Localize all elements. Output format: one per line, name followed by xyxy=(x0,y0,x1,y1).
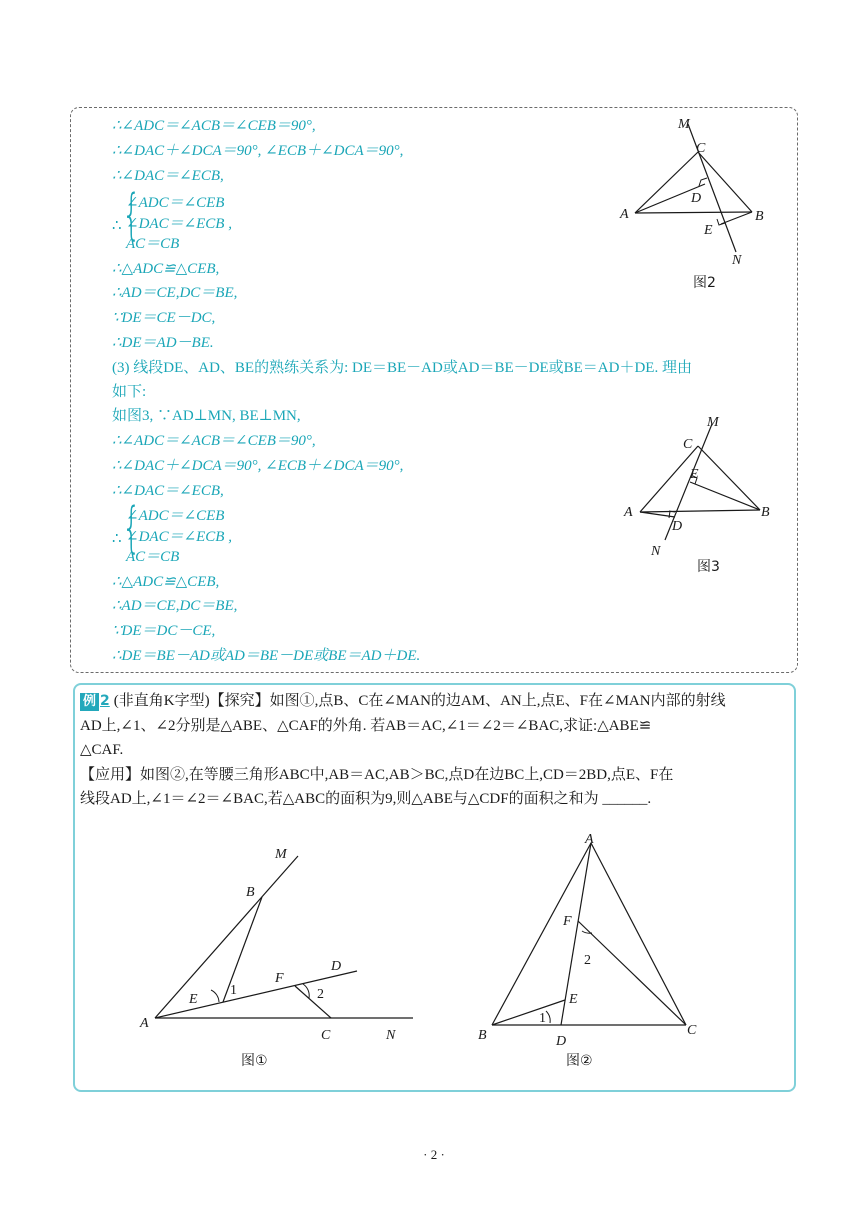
figure-1-caption: 图① xyxy=(241,1053,268,1069)
solution-line: ∵DE＝DC－CE, xyxy=(112,623,216,639)
system-line: AC＝CB xyxy=(126,549,180,565)
example-badge: 例 xyxy=(80,693,99,711)
label-D: D xyxy=(331,959,342,974)
system-line: ∠ADC＝∠CEB xyxy=(126,508,225,524)
figure-1-diagram xyxy=(135,840,425,1050)
therefore-symbol: ∴ xyxy=(112,216,122,234)
label-A: A xyxy=(620,207,629,222)
solution-line: ∴∠DAC＋∠DCA＝90°, ∠ECB＋∠DCA＝90°, xyxy=(112,143,404,159)
label-N: N xyxy=(732,253,742,268)
solution-line: ∴∠DAC＋∠DCA＝90°, ∠ECB＋∠DCA＝90°, xyxy=(112,458,404,474)
part3-line: 如下: xyxy=(112,384,147,400)
label-D: D xyxy=(672,519,683,534)
label-E: E xyxy=(690,467,699,482)
example-line-1 xyxy=(80,689,726,713)
solution-line: ∴AD＝CE,DC＝BE, xyxy=(112,285,238,301)
label-E: E xyxy=(569,992,578,1007)
system-line: ∠DAC＝∠ECB , xyxy=(126,529,232,545)
example-line-2: AD上,∠1、∠2分别是△ABE、△CAF的外角. 若AB＝AC,∠1＝∠2＝∠BAC,求证:△ABE≌ xyxy=(80,718,652,734)
solution-line: ∴DE＝BE－AD或AD＝BE－DE或BE＝AD＋DE. xyxy=(112,648,421,664)
example-line-5: 线段AD上,∠1＝∠2＝∠BAC,若△ABC的面积为9,则△ABE与△CDF的面积之和为 ______. xyxy=(80,791,652,807)
example-text-line: (非直角K字型)【探究】如图①,点B、C在∠MAN的边AM、AN上,点E、F在∠MAN内部的射线 xyxy=(113,693,726,709)
label-B: B xyxy=(246,885,255,900)
label-F: F xyxy=(563,914,572,929)
label-F: F xyxy=(275,971,284,986)
solution-line: ∴∠DAC＝∠ECB, xyxy=(112,168,224,184)
label-D: D xyxy=(556,1034,567,1049)
label-2: 2 xyxy=(584,953,591,968)
therefore-symbol: ∴ xyxy=(112,529,122,547)
label-1: 1 xyxy=(230,983,237,998)
solution-line: ∴△ADC≌△CEB, xyxy=(112,261,220,277)
part3-line: (3) 线段DE、AD、BE的熟练关系为: DE＝BE－AD或AD＝BE－DE或BE＝AD＋DE. 理由 xyxy=(112,360,692,376)
label-B: B xyxy=(755,209,764,224)
label-B: B xyxy=(761,505,770,520)
label-N: N xyxy=(386,1028,396,1043)
figure-b-diagram xyxy=(470,825,710,1050)
label-M: M xyxy=(678,117,690,132)
label-A: A xyxy=(585,832,594,847)
example-number: 2 xyxy=(100,693,110,709)
label-M: M xyxy=(275,847,287,862)
figure-2-diagram xyxy=(610,110,780,270)
solution-line: ∴AD＝CE,DC＝BE, xyxy=(112,598,238,614)
system-line: AC＝CB xyxy=(126,236,180,252)
example-line-4: 【应用】如图②,在等腰三角形ABC中,AB＝AC,AB＞BC,点D在边BC上,CD＝2BD,点E、F在 xyxy=(80,767,674,783)
label-C: C xyxy=(683,437,693,452)
figure-3-caption: 图3 xyxy=(697,559,720,575)
page-number: · 2 · xyxy=(423,1147,445,1162)
figure-2-caption: 图2 xyxy=(693,275,716,291)
solution-line: ∴∠ADC＝∠ACB＝∠CEB＝90°, xyxy=(112,433,316,449)
label-C: C xyxy=(687,1023,697,1038)
label-A: A xyxy=(624,505,633,520)
solution-line: 如图3, ∵AD⊥MN, BE⊥MN, xyxy=(112,408,301,424)
label-C: C xyxy=(321,1028,331,1043)
system-brace: { xyxy=(122,183,141,246)
figure-2b-caption: 图② xyxy=(566,1053,593,1069)
solution-line: ∵DE＝CE－DC, xyxy=(112,310,216,326)
solution-line: ∴∠ADC＝∠ACB＝∠CEB＝90°, xyxy=(112,118,316,134)
label-1: 1 xyxy=(539,1011,546,1026)
label-2: 2 xyxy=(317,987,324,1002)
label-B: B xyxy=(478,1028,487,1043)
example-line-3: △CAF. xyxy=(80,742,124,758)
label-D: D xyxy=(691,191,702,206)
system-brace: { xyxy=(122,496,141,559)
label-A: A xyxy=(140,1016,149,1031)
solution-line: ∴DE＝AD－BE. xyxy=(112,335,214,351)
system-line: ∠ADC＝∠CEB xyxy=(126,195,225,211)
label-C: C xyxy=(696,141,706,156)
label-E: E xyxy=(704,223,713,238)
label-E: E xyxy=(189,992,198,1007)
solution-line: ∴∠DAC＝∠ECB, xyxy=(112,483,224,499)
system-line: ∠DAC＝∠ECB , xyxy=(126,216,232,232)
solution-line: ∴△ADC≌△CEB, xyxy=(112,574,220,590)
label-M: M xyxy=(707,415,719,430)
figure-3-diagram xyxy=(615,410,785,560)
label-N: N xyxy=(651,544,661,559)
